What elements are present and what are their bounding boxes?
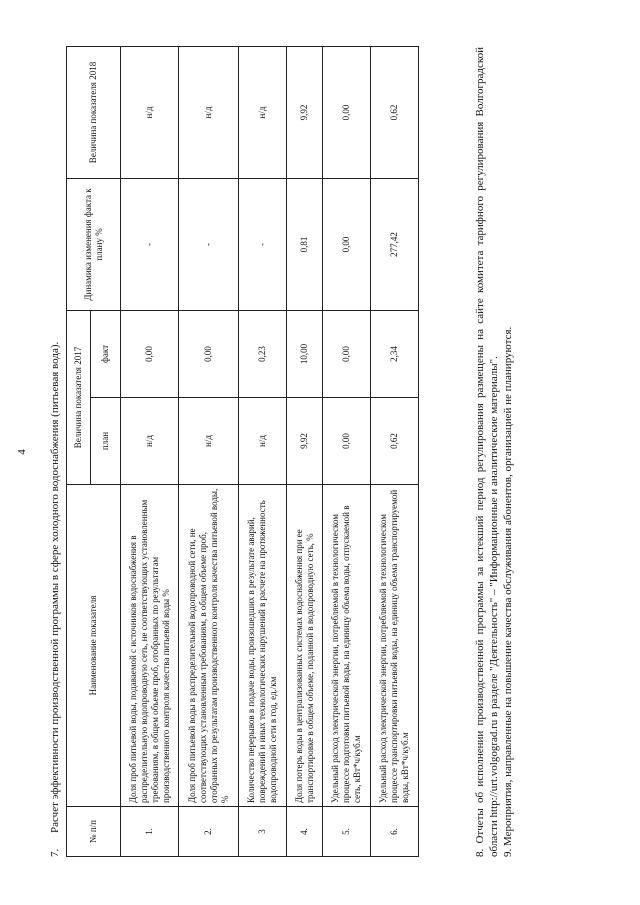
- row-num: 2.: [179, 807, 239, 857]
- header-name: Наименование показателя: [67, 485, 121, 807]
- table-row: [371, 46, 419, 856]
- row-name: Удельный расход электрической энергии, потребляемой в технологическом процессе транспортировки питьевой воды, на единицу объема транспортируемой воды, кВт*ч/куб.м: [371, 485, 419, 807]
- rotated-content: [48, 47, 613, 857]
- row-plan: н/д: [179, 398, 239, 485]
- row-fact: 2,34: [371, 310, 419, 397]
- section-number: 7.: [49, 848, 61, 857]
- row-plan: 9,92: [287, 398, 323, 485]
- row-name: Доля проб питьевой воды в распределительной водопроводной сети, не соответствующих установленным требованиям, в общем объеме проб, отобранных по результатам производственного контроля качества питьевой воды, %: [179, 485, 239, 807]
- section-caption: [48, 47, 62, 857]
- note-9: 9. Мероприятия, направленные на повышение качества обслуживания абонентов, организацией не планируются.: [502, 326, 514, 857]
- row-name: Доля потерь воды в централизованных системах водоснабжения при ее транспортировке в общем объеме, поданной в водопроводную сеть, %: [287, 485, 323, 807]
- table-row: [121, 46, 179, 856]
- row-value-2018: н/д: [179, 46, 239, 178]
- row-value-2018: н/д: [121, 46, 179, 178]
- header-dynamics: Динамика изменения факта к плану %: [67, 178, 121, 310]
- table-row: [287, 46, 323, 856]
- header-fact: факт: [91, 310, 121, 397]
- row-value-2018: 9,92: [287, 46, 323, 178]
- section-title: Расчет эффективности производственной программы в сфере холодного водоснабжения (питьевая вода).: [49, 341, 61, 833]
- row-value-2018: н/д: [239, 46, 287, 178]
- row-num: 3: [239, 807, 287, 857]
- row-num: 6.: [371, 807, 419, 857]
- header-value-2018: Величина показателя 2018: [67, 46, 121, 178]
- row-fact: 0,23: [239, 310, 287, 397]
- row-fact: 0,00: [323, 310, 371, 397]
- row-dynamics: 277,42: [371, 178, 419, 310]
- row-dynamics: -: [121, 178, 179, 310]
- note-8: 8. Отчеты об исполнении производственной программы за истекший период регулирования размещены на сайте комитета тарифного регулирования Волгоградской области http://urt.volgograd.ru в разделе "Деятельность" – "Информационные и аналитические материалы".: [474, 47, 500, 857]
- table-row: [179, 46, 239, 856]
- header-value-2017: Величина показателя 2017: [67, 310, 91, 484]
- row-dynamics: -: [179, 178, 239, 310]
- row-plan: 0,00: [323, 398, 371, 485]
- efficiency-table: [66, 46, 419, 857]
- row-fact: 0,00: [121, 310, 179, 397]
- row-num: 1.: [121, 807, 179, 857]
- row-fact: 10,00: [287, 310, 323, 397]
- row-value-2018: 0,62: [371, 46, 419, 178]
- row-plan: н/д: [239, 398, 287, 485]
- row-fact: 0,00: [179, 310, 239, 397]
- row-plan: 0,62: [371, 398, 419, 485]
- row-num: 4.: [287, 807, 323, 857]
- row-num: 5.: [323, 807, 371, 857]
- row-dynamics: 0,00: [323, 178, 371, 310]
- row-dynamics: -: [239, 178, 287, 310]
- table-row: [239, 46, 287, 856]
- header-num: № п/п: [67, 807, 121, 857]
- row-name: Доля проб питьевой воды, подаваемой с источников водоснабжения в распределительную водопроводную сеть, не соответствующих установленным требованиям, в общем объеме проб, отобранных по результатам производственного контроля качества питьевой воды %: [121, 485, 179, 807]
- row-name: Количество перерывов в подаче воды, произошедших в результате аварий, повреждений и иных технологических нарушений в расчете на протяженность водопроводной сети в год, ед./км: [239, 485, 287, 807]
- page-number: 4: [16, 449, 28, 455]
- table-row: [323, 46, 371, 856]
- row-name: Удельный расход электрической энергии, потребляемой в технологическом процессе подготовки питьевой воды, на единицу объема воды, отпускаемой в сеть, кВт*ч/куб.м: [323, 485, 371, 807]
- row-dynamics: 0,81: [287, 178, 323, 310]
- notes: [473, 47, 515, 857]
- header-plan: план: [91, 398, 121, 485]
- row-plan: н/д: [121, 398, 179, 485]
- row-value-2018: 0,00: [323, 46, 371, 178]
